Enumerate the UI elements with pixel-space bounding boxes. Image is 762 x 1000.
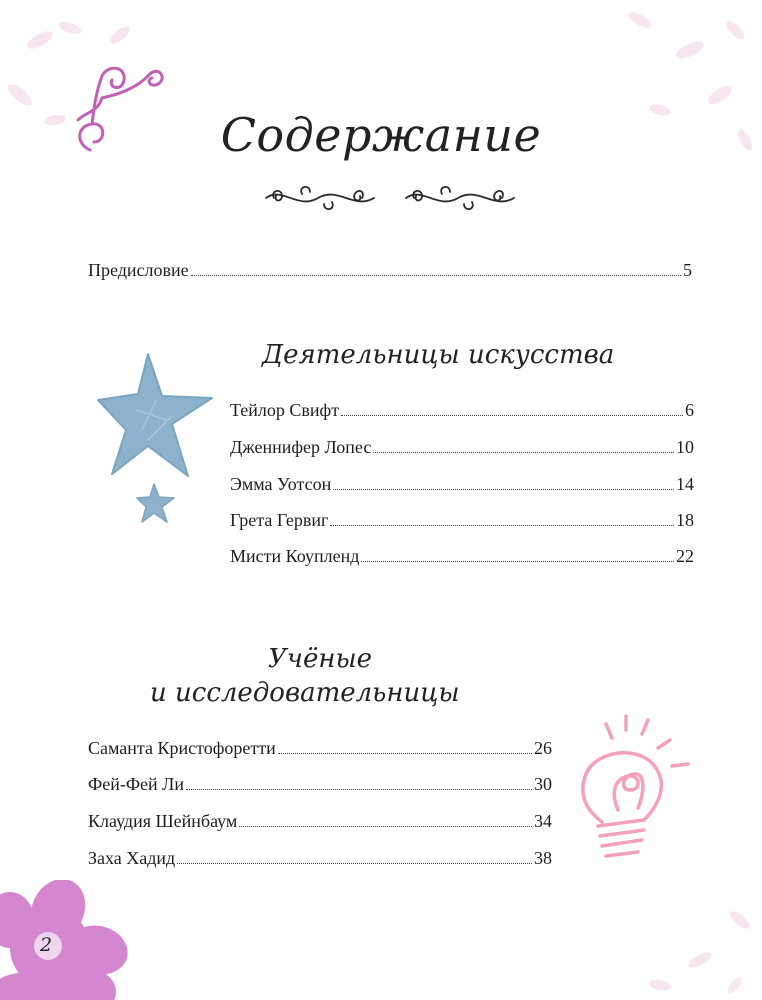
- dot-leader: [186, 789, 532, 790]
- toc-entry-label: Мисти Коупленд: [230, 546, 360, 566]
- toc-entry-page: 26: [534, 738, 552, 758]
- toc-row[interactable]: [230, 546, 694, 567]
- star-icon: [96, 350, 216, 482]
- section-title-science-line2: и исследовательницы: [150, 678, 460, 708]
- toc-row[interactable]: [230, 400, 694, 421]
- toc-entry-label: Эмма Уотсон: [230, 474, 332, 494]
- toc-entry-label: Тейлор Свифт: [230, 400, 340, 420]
- toc-entry-page: 34: [534, 811, 552, 831]
- page-title: Содержание: [220, 108, 542, 162]
- toc-entry-label: Фей-Фей Ли: [88, 774, 185, 794]
- dot-leader: [177, 863, 532, 864]
- toc-row[interactable]: [230, 510, 694, 531]
- dot-leader: [361, 561, 674, 562]
- dot-leader: [278, 753, 532, 754]
- divider-ornament-icon: [262, 182, 378, 214]
- toc-entry-page: 18: [676, 510, 694, 530]
- toc-entry-page: 10: [676, 437, 694, 457]
- dot-leader: [330, 525, 674, 526]
- toc-entry-label: Клаудия Шейнбаум: [88, 811, 238, 831]
- toc-row[interactable]: [230, 474, 694, 495]
- toc-entry-label: Предисловие: [88, 260, 189, 280]
- page-number: 2: [40, 934, 53, 956]
- section-title-science-line1: Учёные: [268, 644, 373, 674]
- dot-leader: [341, 415, 683, 416]
- dot-leader: [239, 826, 532, 827]
- toc-row[interactable]: [88, 848, 552, 869]
- toc-entry-label: Дженнифер Лопес: [230, 437, 372, 457]
- toc-entry-label: Заха Хадид: [88, 848, 176, 868]
- flower-icon: [0, 880, 140, 1000]
- toc-entry-page: 30: [534, 774, 552, 794]
- star-icon: [136, 482, 176, 524]
- toc-entry-page: 14: [676, 474, 694, 494]
- toc-entry-page: 22: [676, 546, 694, 566]
- toc-entry-label: Грета Гервиг: [230, 510, 329, 530]
- toc-entry-label: Саманта Кристофоретти: [88, 738, 276, 758]
- toc-entry-page: 38: [534, 848, 552, 868]
- toc-row[interactable]: [88, 738, 552, 759]
- toc-row[interactable]: [88, 811, 552, 832]
- dot-leader: [191, 275, 681, 276]
- toc-row[interactable]: [230, 437, 694, 458]
- toc-row-preface[interactable]: [88, 260, 692, 281]
- divider-ornament-icon: [402, 182, 518, 214]
- toc-entry-page: 5: [683, 260, 692, 280]
- dot-leader: [333, 489, 674, 490]
- section-title-arts: Деятельницы искусства: [262, 340, 615, 370]
- toc-row[interactable]: [88, 774, 552, 795]
- toc-entry-page: 6: [685, 400, 694, 420]
- lightbulb-icon: [572, 710, 696, 870]
- dot-leader: [373, 452, 674, 453]
